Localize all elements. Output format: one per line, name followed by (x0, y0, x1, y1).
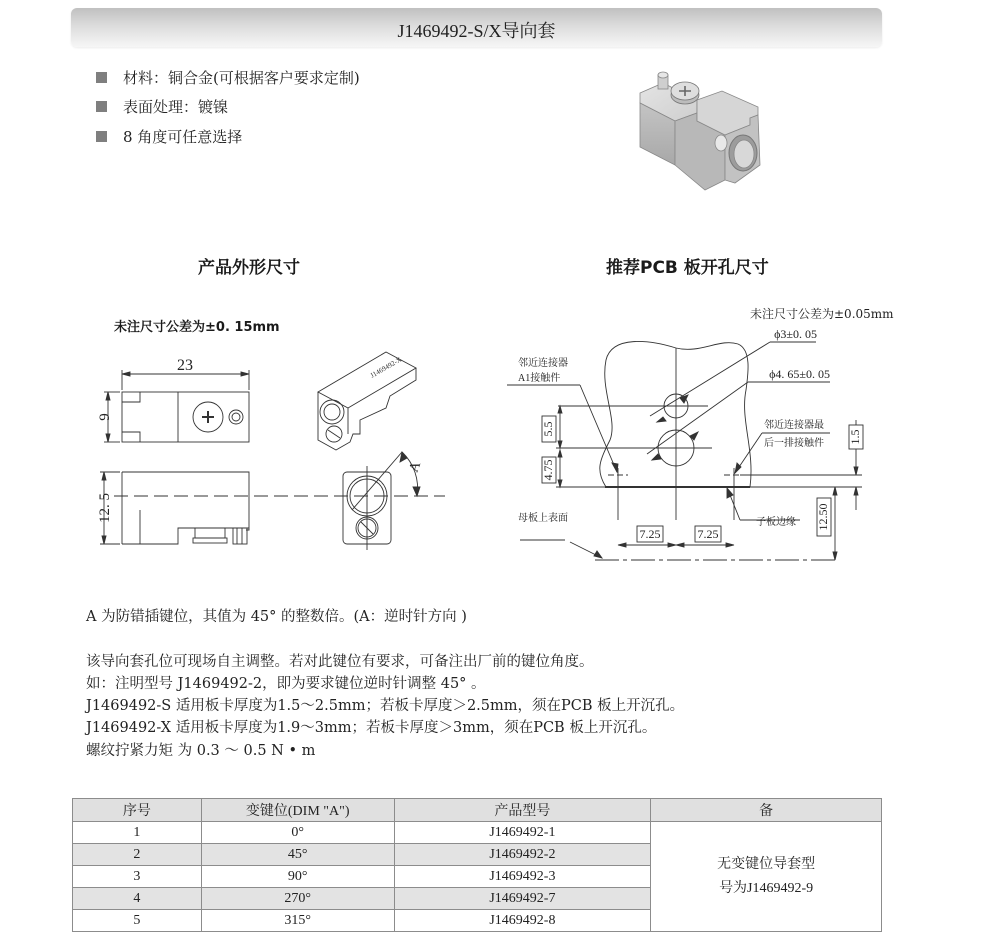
hole-small-label: ϕ3±0. 05 (774, 327, 817, 341)
cell-no: 1 (73, 822, 202, 844)
page-title: J1469492-S/X导向套 (397, 21, 556, 41)
model-table (72, 798, 882, 932)
svg-text:J1469492-X: J1469492-X (369, 355, 403, 380)
square-bullet-icon (96, 72, 107, 83)
label-a1-line2: A1接触件 (518, 373, 561, 384)
outline-section-title: 产品外形尺寸 (198, 258, 300, 278)
note-line: 该导向套孔位可现场自主调整。若对此键位有要求，可备注出厂前的键位角度。 (86, 654, 594, 670)
dim-length-label: 23 (177, 357, 193, 374)
product-3d-image (625, 55, 785, 195)
cell-model: J1469492-1 (394, 822, 651, 844)
label-last-line1: 邻近连接器最 (764, 420, 824, 431)
cell-angle: 270° (201, 888, 394, 910)
outline-drawing (90, 350, 470, 550)
feature-text: 8 角度可任意选择 (123, 128, 243, 146)
cell-model: J1469492-3 (394, 866, 651, 888)
cell-no: 5 (73, 910, 202, 932)
dim-12-50-label: 12.50 (815, 503, 830, 531)
cell-model: J1469492-2 (394, 844, 651, 866)
cell-no: 3 (73, 866, 202, 888)
cell-model: J1469492-8 (394, 910, 651, 932)
note-line: J1469492-X 适用板卡厚度为1.9～3mm；若板卡厚度＞3mm，须在PCB 板上开沉孔。 (86, 720, 657, 736)
dim-7-25-right-label: 7.25 (697, 527, 719, 541)
label-last-line2: 后一排接触件 (764, 438, 824, 449)
cell-no: 2 (73, 844, 202, 866)
feature-text: 表面处理：镀镍 (123, 98, 229, 116)
dim-5-5-label: 5.5 (540, 421, 555, 437)
dim-1-5-label: 1.5 (847, 429, 862, 445)
pcb-tolerance-note: 未注尺寸公差为±0.05mm (750, 307, 894, 321)
cell-remark (651, 822, 882, 932)
dim-width-label: 9 (97, 413, 113, 421)
feature-text: 材料：铜合金(可根据客户要求定制) (123, 69, 360, 87)
table-header-row (73, 799, 882, 822)
label-motherboard: 母板上表面 (518, 513, 568, 524)
note-line: 螺纹拧紧力矩 为 0.3 ～ 0.5 N • m (86, 743, 316, 759)
title-bar (71, 8, 882, 47)
dim-7-25-left-label: 7.25 (639, 527, 661, 541)
header-remark: 备 (651, 799, 882, 822)
label-board-edge: 子板边缘 (756, 517, 796, 528)
key-note: A 为防错插键位，其值为 45° 的整数倍。(A：逆时针方向 ) (86, 609, 467, 625)
cell-no: 4 (73, 888, 202, 910)
note-line: 如：注明型号 J1469492-2，即为要求键位逆时针调整 45° 。 (86, 676, 486, 692)
header-no: 序号 (73, 799, 202, 822)
remark-line-1: 无变键位导套型 (717, 856, 816, 872)
feature-item (96, 126, 242, 147)
feature-item (96, 67, 360, 88)
outline-tolerance-note: 未注尺寸公差为±0. 15mm (114, 320, 280, 335)
square-bullet-icon (96, 101, 107, 112)
dim-4-75-label: 4.75 (540, 459, 555, 481)
note-line: J1469492-S 适用板卡厚度为1.5～2.5mm；若板卡厚度＞2.5mm，须在PCB 板上开沉孔。 (86, 698, 685, 714)
cell-angle: 315° (201, 910, 394, 932)
angle-a-label: A (406, 459, 425, 475)
feature-item (96, 96, 228, 117)
cell-angle: 0° (201, 822, 394, 844)
cell-angle: 45° (201, 844, 394, 866)
square-bullet-icon (96, 131, 107, 142)
cell-angle: 90° (201, 866, 394, 888)
cell-model: J1469492-7 (394, 888, 651, 910)
hole-large-label: ϕ4. 65±0. 05 (769, 367, 830, 381)
dim-height-label: 12. 5 (97, 493, 113, 523)
pcb-cutout-drawing (500, 320, 880, 570)
header-angle: 变键位(DIM "A") (201, 799, 394, 822)
label-a1-line1: 邻近连接器 (518, 358, 568, 369)
table-row (73, 822, 882, 844)
remark-line-2: 号为J1469492-9 (719, 880, 814, 896)
pcb-section-title: 推荐PCB 板开孔尺寸 (606, 258, 769, 278)
header-model: 产品型号 (394, 799, 651, 822)
